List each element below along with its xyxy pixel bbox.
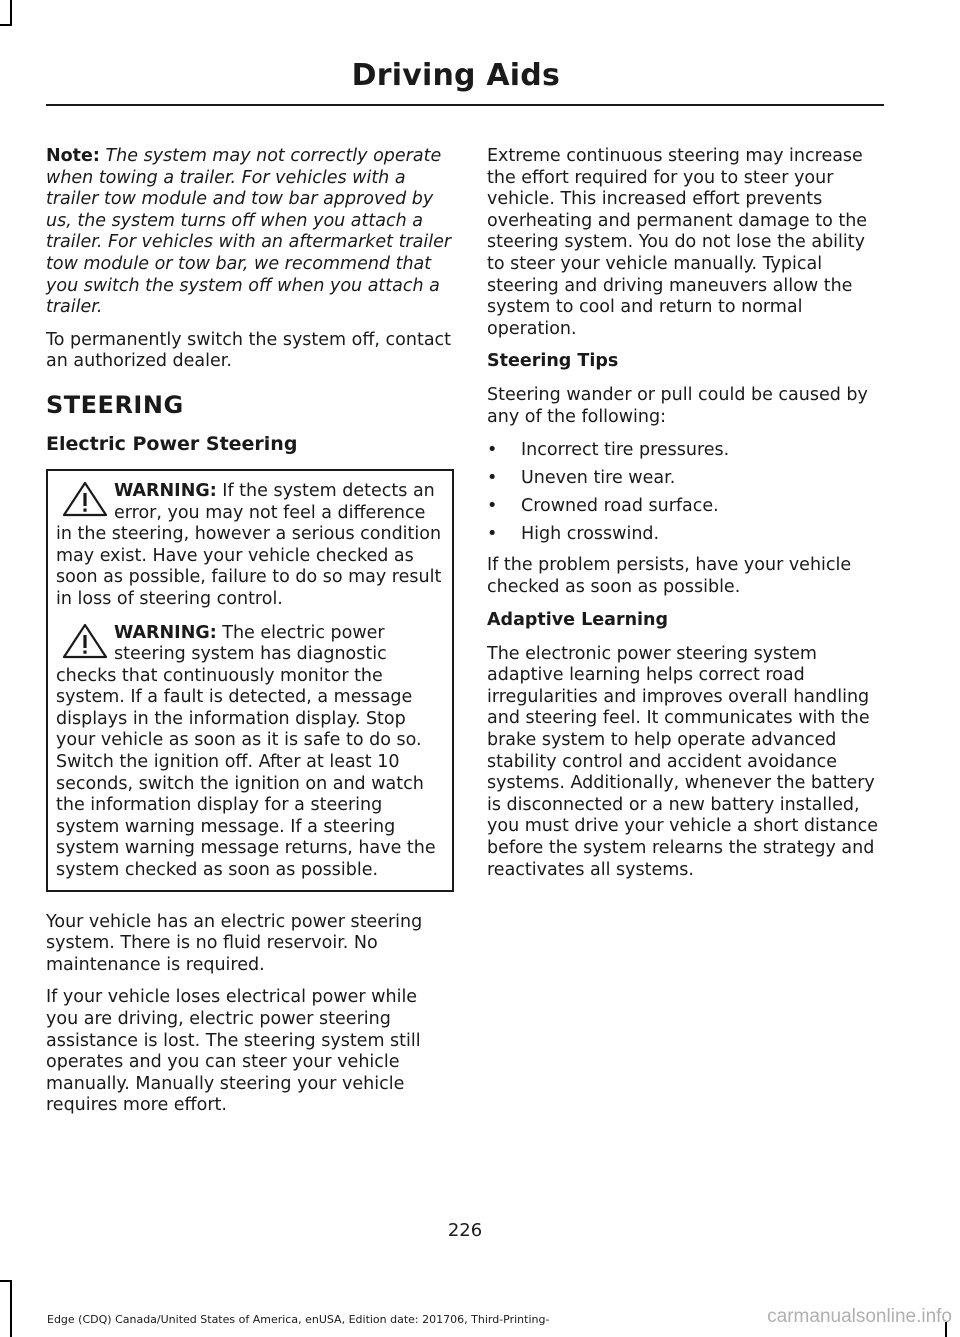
bullet: • [487, 467, 498, 488]
note-label: Note: [46, 146, 100, 166]
warning-box [46, 469, 454, 892]
warning-text: The electric power steering system has diagnostic checks that continuously monitor the system. If a fault is detected, a message displays in the information display. Stop your vehicle as soon as it is safe to do so. Switch the ignition off. After at least 10 seconds, switch the ignition on and watch the information display for a steering system warning message. If a steering system warning message returns, have the system checked as soon as possible. [56, 622, 436, 881]
warning-triangle-icon [60, 481, 110, 517]
subheading-electric-power-steering: Electric Power Steering [46, 432, 298, 455]
crop-mark-top-left [10, 0, 12, 26]
bullet: • [487, 495, 498, 516]
right-column [487, 146, 885, 892]
note-text: The system may not correctly operate when towing a trailer. For vehicles with a trailer tow module and tow bar approved by us, the system turns off when you attach a trailer. For vehicles with an aftermarket trailer tow module or tow bar, we recommend that you switch the system off when you attach a trailer. [46, 146, 452, 318]
page-header-title: Driving Aids [351, 58, 560, 93]
tips-intro-paragraph: Steering wander or pull could be caused by any of the following: [487, 385, 868, 427]
list-item: • Crowned road surface. [487, 495, 719, 516]
subheading-steering-tips: Steering Tips [487, 351, 619, 372]
bullet: • [487, 439, 498, 460]
section-heading-steering: STEERING [46, 390, 184, 419]
subheading-adaptive-learning: Adaptive Learning [487, 609, 669, 630]
list-item: • Incorrect tire pressures. [487, 439, 730, 460]
eps-paragraph: Your vehicle has an electric power steering system. There is no fluid reservoir. No maintenance is required. [46, 911, 423, 975]
bullet: • [487, 523, 498, 544]
left-column [46, 146, 454, 1128]
watermark: carmanualsonline.info [767, 1306, 952, 1327]
persists-paragraph: If the problem persists, have your vehicle checked as soon as possible. [487, 555, 852, 597]
power-loss-paragraph: If your vehicle loses electrical power while you are driving, electric power steering assistance is lost. The steering system still operates and you can steer your vehicle manually. Manually steering your vehicle requires more effort. [46, 987, 421, 1116]
switch-off-paragraph: To permanently switch the system off, contact an authorized dealer. [46, 329, 452, 372]
adaptive-learning-paragraph: The electronic power steering system adaptive learning helps correct road irregularities and improves overall handling and steering feel. It communicates with the brake system to help operate advanced stability control and accident avoidance systems. Additionally, whenever the battery is disconnected or a new battery installed, you must drive your vehicle a short distance before the system relearns the strategy and reactivates all systems. [487, 643, 879, 880]
warning-text: If the system detects an error, you may not feel a difference in the steering, however a serious condition may exist. Have your vehicle checked as soon as possible, failure to do so may result in loss of steering control. [56, 480, 442, 609]
warning-label: WARNING: [114, 480, 217, 501]
footer-edition-info: Edge (CDQ) Canada/United States of America, enUSA, Edition date: 201706, Third-Printing- [47, 1313, 550, 1326]
list-item: • High crosswind. [487, 523, 660, 544]
warning-triangle-icon [60, 623, 110, 659]
list-item: • Uneven tire wear. [487, 467, 676, 488]
crop-mark-bottom-left-h [0, 1280, 12, 1282]
warning-item-2 [56, 623, 444, 882]
note-paragraph [46, 146, 454, 319]
crop-mark-bottom-left [10, 1280, 12, 1337]
warning-item-1 [56, 481, 444, 611]
page-number: 226 [447, 1220, 483, 1241]
crop-mark-top-left-h [0, 24, 12, 26]
extreme-steering-paragraph: Extreme continuous steering may increase the effort required for you to steer your vehicle. This increased effort prevents overheating and permanent damage to the steering system. You do not lose the ability to steer your vehicle manually. Typical steering and driving maneuvers allow the system to cool and return to normal operation. [487, 146, 868, 339]
steering-tips-list [487, 440, 885, 546]
warning-label: WARNING: [114, 622, 217, 643]
header-divider [46, 104, 884, 106]
